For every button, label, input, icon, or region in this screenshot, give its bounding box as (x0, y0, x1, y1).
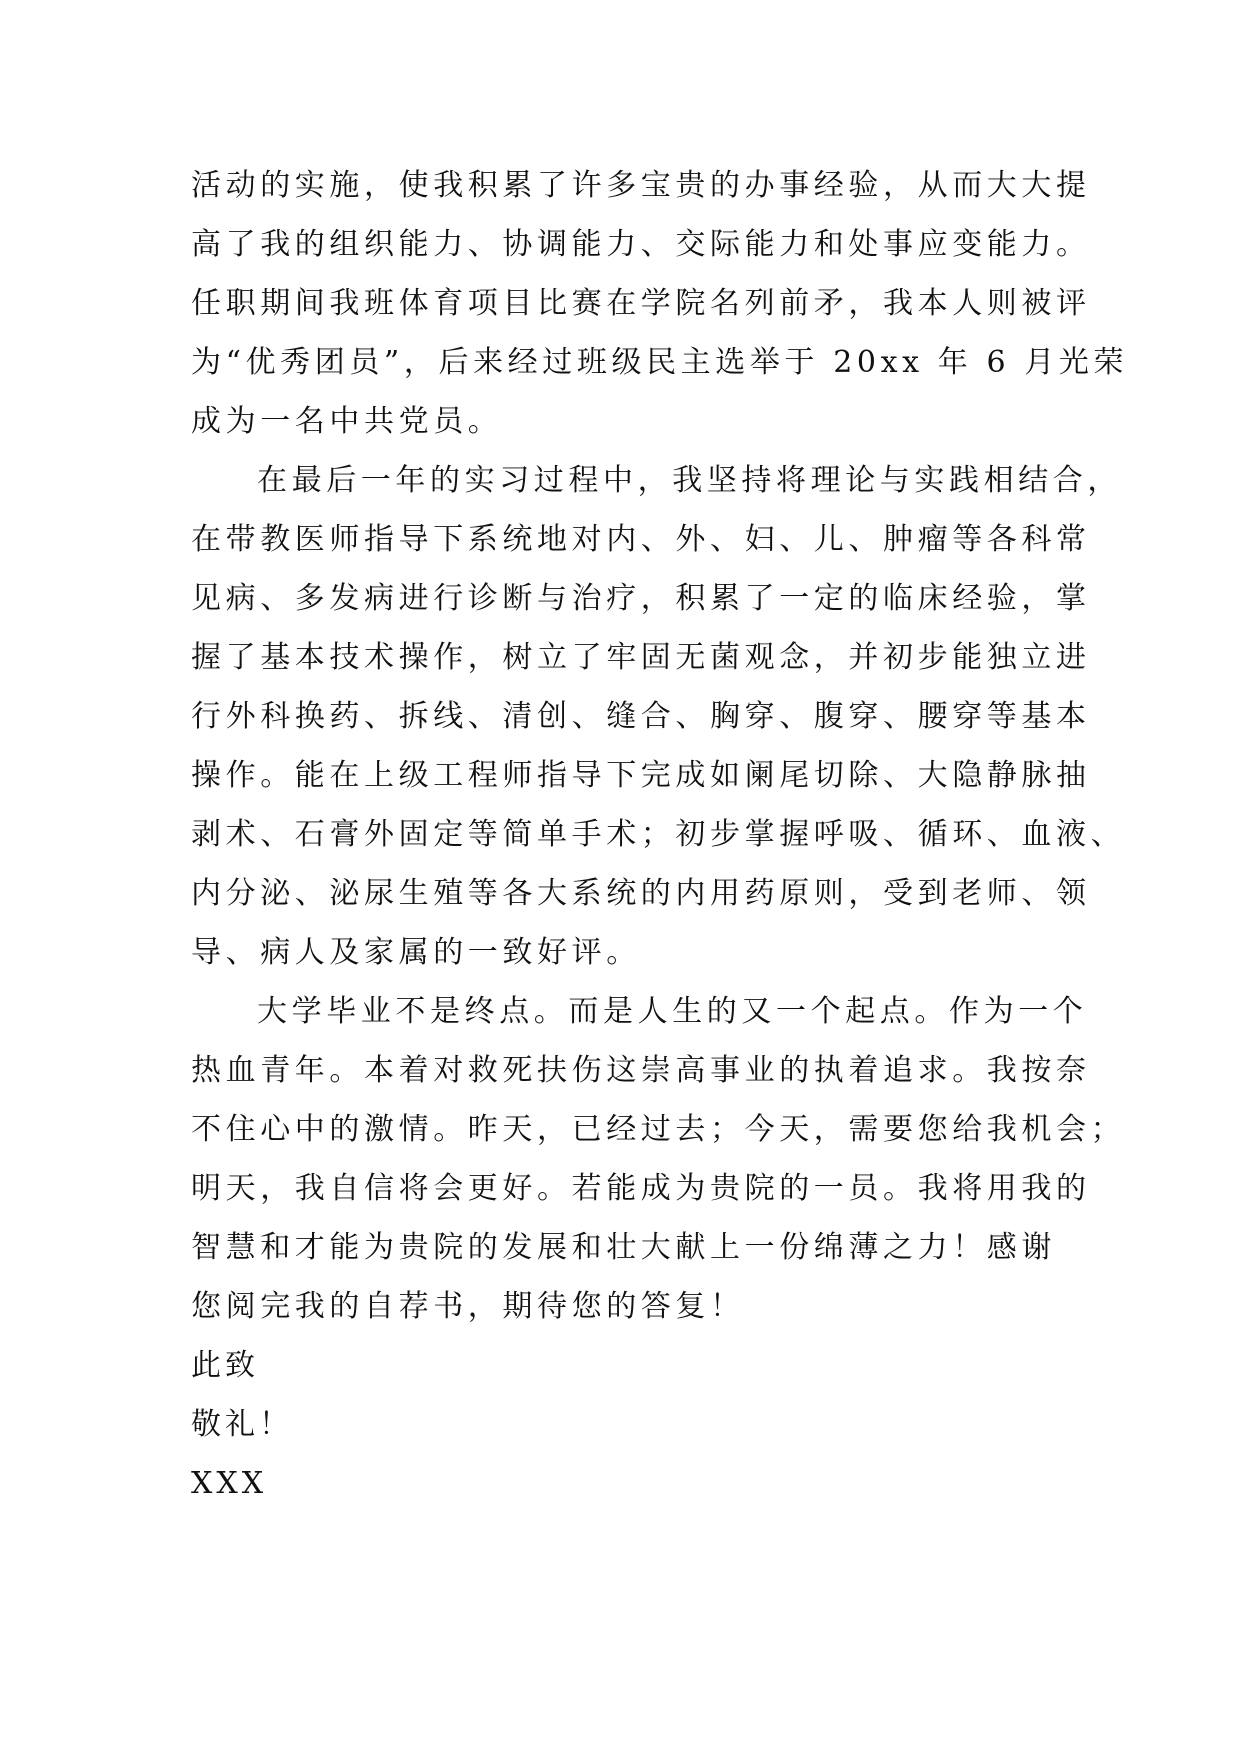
text-line: 握了基本技术操作，树立了牢固无菌观念，并初步能独立进 (191, 640, 1091, 675)
text-line: 不住心中的激情。昨天，已经过去；今天，需要您给我机会； (191, 1112, 1126, 1147)
paragraph-conclusion (191, 982, 1126, 1336)
text-line: 导、病人及家属的一致好评。 (191, 935, 641, 970)
text-line: 高了我的组织能力、协调能力、交际能力和处事应变能力。 (191, 227, 1091, 262)
text-line: 行外科换药、拆线、清创、缝合、胸穿、腹穿、腰穿等基本 (191, 699, 1091, 734)
text-line: 见病、多发病进行诊断与治疗，积累了一定的临床经验，掌 (191, 581, 1091, 616)
letter-body (191, 156, 1129, 1513)
text-line: 大学毕业不是终点。而是人生的又一个起点。作为一个 (257, 994, 1088, 1029)
closing-regards: 敬礼！ (191, 1407, 293, 1442)
text-line: 剥术、石膏外固定等简单手术；初步掌握呼吸、循环、血液、 (191, 817, 1126, 852)
text-line: 在带教医师指导下系统地对内、外、妇、儿、肿瘤等各科常 (191, 522, 1091, 557)
paragraph-internship (191, 451, 1126, 982)
text-line: 智慧和才能为贵院的发展和壮大献上一份绵薄之力！感谢 (191, 1230, 1056, 1265)
text-line: 成为一名中共党员。 (191, 404, 503, 439)
text-line: 在最后一年的实习过程中，我坚持将理论与实践相结合， (257, 463, 1122, 498)
text-line: 内分泌、泌尿生殖等各大系统的内用药原则，受到老师、领 (191, 876, 1091, 911)
text-line: 热血青年。本着对救死扶伤这崇高事业的执着追求。我按奈 (191, 1053, 1091, 1088)
paragraph-continued (191, 156, 1129, 451)
text-line: 为“优秀团员”，后来经过班级民主选举于 20xx 年 6 月光荣 (191, 345, 1129, 380)
text-line: 活动的实施，使我积累了许多宝贵的办事经验，从而大大提 (191, 168, 1091, 203)
closing-salutation: 此致 (191, 1348, 259, 1383)
text-line: 您阅完我的自荐书，期待您的答复！ (191, 1289, 745, 1324)
text-line: 操作。能在上级工程师指导下完成如阑尾切除、大隐静脉抽 (191, 758, 1091, 793)
signature: XXX (191, 1466, 268, 1501)
text-line: 明天，我自信将会更好。若能成为贵院的一员。我将用我的 (191, 1171, 1091, 1206)
text-line: 任职期间我班体育项目比赛在学院名列前矛，我本人则被评 (191, 286, 1091, 321)
